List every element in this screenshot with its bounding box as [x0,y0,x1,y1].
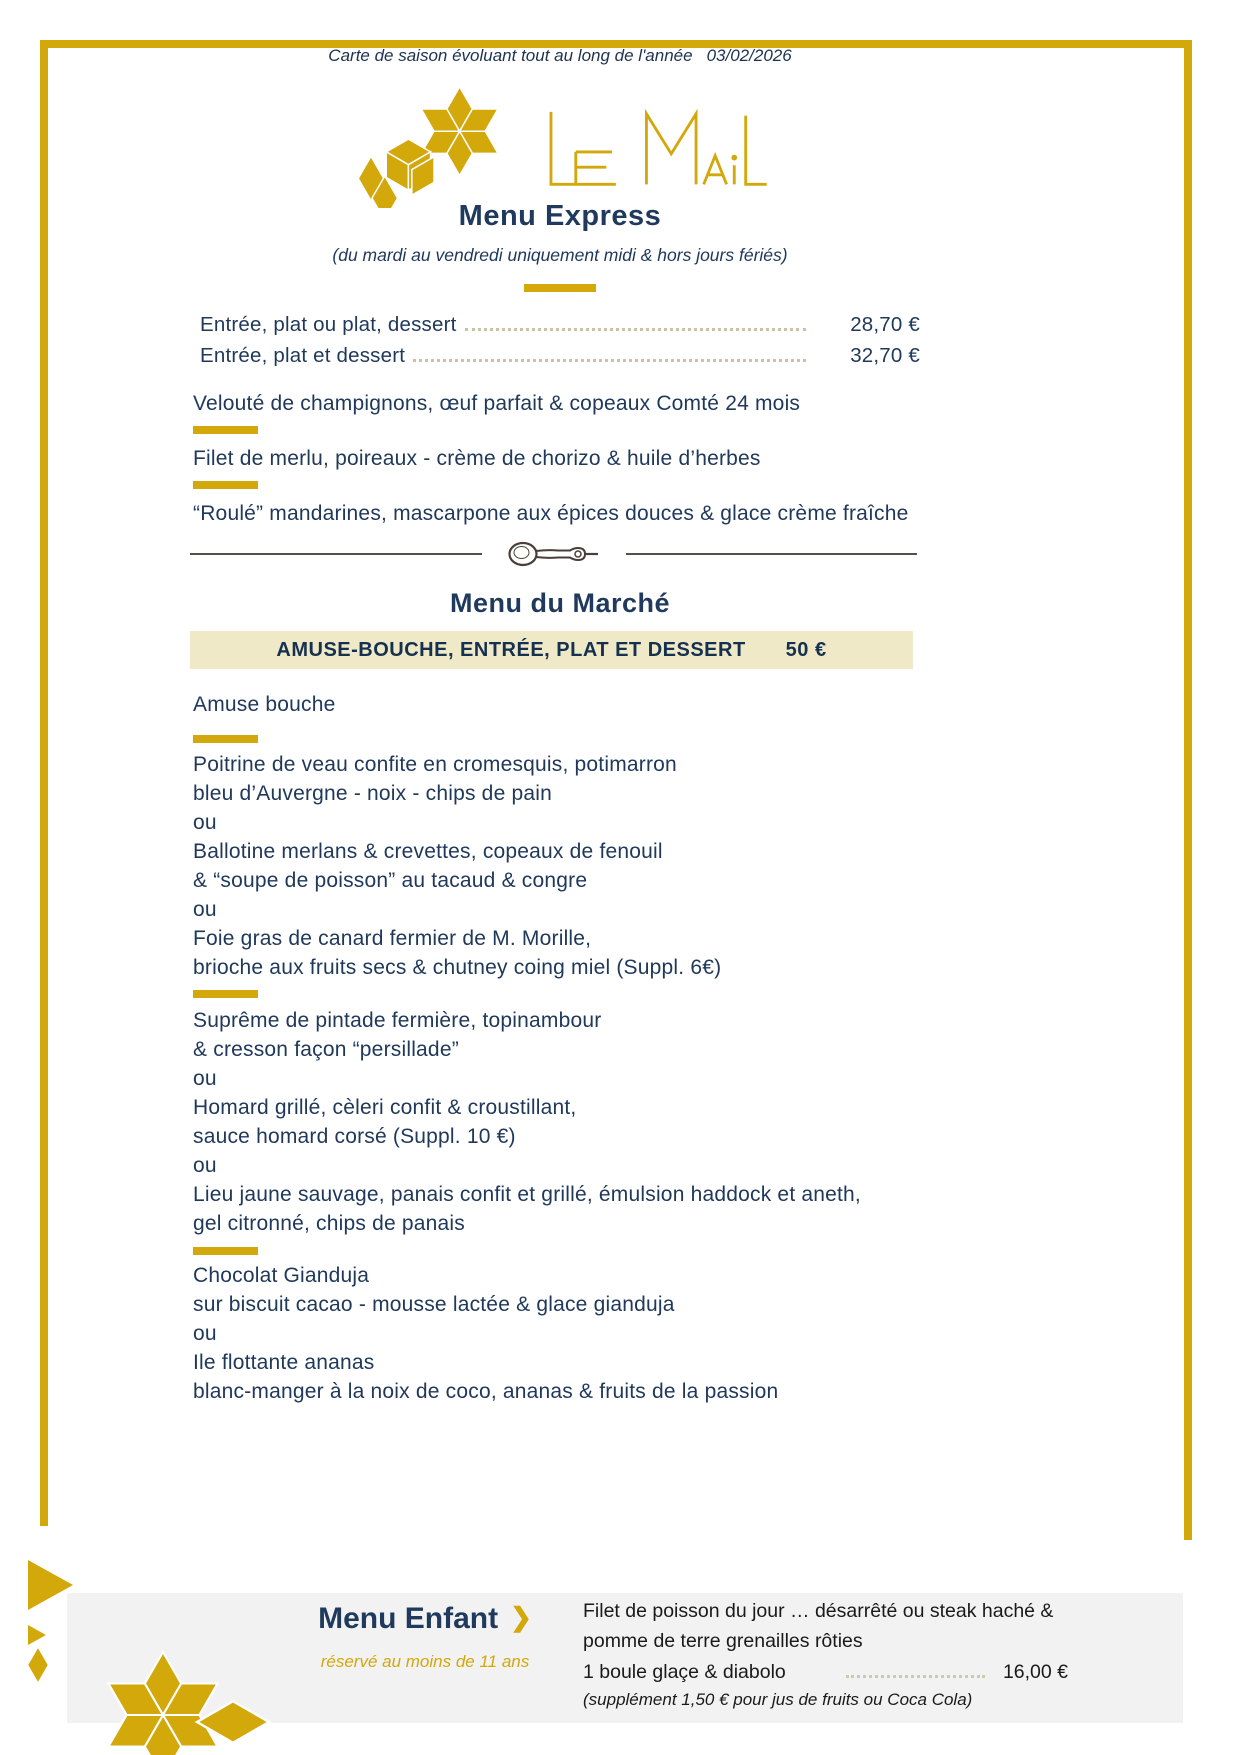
menu-enfant-title: Menu Enfant [318,1602,499,1635]
menu-line: ou [193,1322,217,1345]
diamond-cluster-icon [28,1530,278,1755]
menu-line: ou [193,1067,217,1090]
menu-line: Amuse bouche [193,693,336,716]
group-divider [193,1247,258,1255]
menu-line: ou [193,811,217,834]
section-divider [524,284,596,292]
menu-line: Ballotine merlans & crevettes, copeaux de fenouil [193,840,663,863]
spoon-divider [190,540,917,568]
menu-line: & “soupe de poisson” au tacaud & congre [193,869,588,892]
menu-line: gel citronné, chips de panais [193,1212,465,1235]
menu-line: Ile flottante ananas [193,1351,375,1374]
brand-logo [190,80,930,208]
menu-enfant-title-row [260,1602,590,1636]
season-note: Carte de saison évoluant tout au long de l'année [328,46,693,65]
price-list [200,308,920,370]
course-text: “Roulé” mandarines, mascarpone aux épices douces & glace crème fraîche [193,502,909,525]
menu-express-title: Menu Express [458,200,662,232]
price-label: Entrée, plat ou plat, dessert [200,313,457,336]
diamond-cluster-icon [352,80,517,208]
dotted-leader [413,359,806,362]
page-border-left [40,40,48,1526]
banner-price: 50 € [785,638,827,661]
enfant-price-label: 1 boule glaçe & diabolo [583,1661,786,1683]
divider-line-left [190,553,482,555]
formula-banner [190,631,913,669]
group-divider [193,990,258,998]
menu-line: brioche aux fruits secs & chutney coing miel (Suppl. 6€) [193,956,722,979]
enfant-line: Filet de poisson du jour … désarrêté ou steak haché & [583,1600,1054,1622]
menu-line: Lieu jaune sauvage, panais confit et grillé, émulsion haddock et aneth, [193,1183,861,1206]
menu-line: sur biscuit cacao - mousse lactée & glace gianduja [193,1293,675,1316]
menu-line: bleu d’Auvergne - noix - chips de pain [193,782,552,805]
price-value: 28,70 € [850,313,920,336]
course-item [193,501,909,526]
menu-line: Poitrine de veau confite en cromesquis, potimarron [193,753,677,776]
price-row [200,339,920,370]
chevron-right-icon: ❯ [510,1602,532,1632]
course-divider [193,426,258,434]
price-value: 32,70 € [850,344,920,367]
course-text: Filet de merlu, poireaux - crème de chorizo & huile d’herbes [193,447,761,470]
course-item [193,446,909,489]
dotted-leader [846,1675,985,1678]
menu-line: Homard grillé, cèleri confit & croustillant, [193,1096,577,1119]
menu-line: Suprême de pintade fermière, topinambour [193,1009,602,1032]
header-note [190,46,930,66]
divider-line-right [626,553,918,555]
menu-line: Chocolat Gianduja [193,1264,370,1287]
spoon-icon [508,540,600,568]
course-group-entrees [193,750,721,982]
menu-marche-title: Menu du Marché [449,588,671,618]
enfant-line: pomme de terre grenailles rôties [583,1629,863,1652]
menu-line: ou [193,898,217,921]
course-text: Velouté de champignons, œuf parfait & copeaux Comté 24 mois [193,392,801,415]
menu-line: & cresson façon “persillade” [193,1038,459,1061]
menu-enfant-details [583,1597,1068,1713]
course-group-plats [193,1006,861,1238]
course-divider [193,481,258,489]
course-item [193,391,909,434]
course-group-amuse [193,690,336,719]
menu-line: Foie gras de canard fermier de M. Morille, [193,927,592,950]
menu-enfant-subtitle: réservé au moins de 11 ans [320,1652,530,1671]
banner-label: AMUSE-BOUCHE, ENTRÉE, PLAT ET DESSERT [276,638,746,661]
dotted-leader [465,328,806,331]
group-divider [193,735,258,743]
menu-line: blanc-manger à la noix de coco, ananas & fruits de la passion [193,1380,779,1403]
menu-express-subtitle: (du mardi au vendredi uniquement midi & hors jours fériés) [332,245,788,265]
menu-date: 03/02/2026 [706,46,792,65]
enfant-price-value: 16,00 € [1002,1661,1068,1683]
course-group-desserts [193,1261,778,1406]
price-row [200,308,920,339]
menu-line: sauce homard corsé (Suppl. 10 €) [193,1125,516,1148]
le-mail-wordmark [543,108,768,192]
enfant-note: (supplément 1,50 € pour jus de fruits ou Coca Cola) [583,1690,973,1709]
menu-line: ou [193,1154,217,1177]
enfant-price-row [583,1656,1068,1686]
page-border-right [1184,40,1192,1540]
price-label: Entrée, plat et dessert [200,344,406,367]
express-courses [193,391,909,536]
